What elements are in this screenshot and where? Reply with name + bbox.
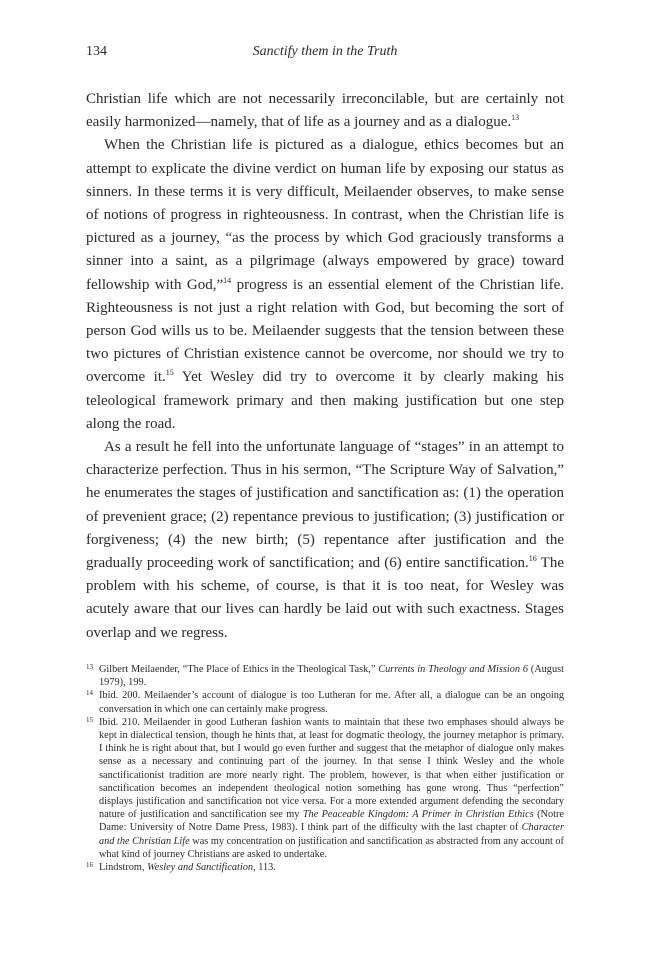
footnote-number: 14 (86, 689, 93, 698)
running-header (86, 44, 564, 66)
footnote-text: Ibid. 200. Meilaender’s account of dialogue is too Lutheran for me. After all, a dialogue can be an ongoing conversation in which one can certainly make progress. (99, 690, 564, 715)
page-number: 134 (86, 44, 107, 59)
paragraph-continued (86, 88, 564, 134)
footnote-16 (86, 861, 564, 874)
paragraph-text: When the Christian life is pictured as a dialogue, ethics becomes but an attempt to explicate the divine verdict on human life by exposing our status as sinners. In these terms it is very difficult, Meilaender observes, to make sense of notions of progress in righteousness. In contrast, when the Christian life is pictured as a journey, “as the process by which God graciously transforms a sinner into a saint, as a pilgrimage (always empowered by grace) toward fellowship with God,” (86, 137, 564, 293)
paragraph-text: Christian life which are not necessarily irreconcilable, but are certainly not easily harmonized—namely, that of life as a journey and as a dialogue. (86, 91, 564, 131)
footnote-ref-16[interactable]: 16 (528, 554, 537, 564)
paragraph-text: progress is an essential element of the Christian life. Righteousness is not just a right relation with God, but becoming the sort of person God wills us to be. Meilaender suggests that the tension between these two pictures of Christian existence cannot be overcome, nor should we try to overcome it. (86, 276, 565, 386)
footnote-13 (86, 663, 564, 689)
paragraph-text: Yet Wesley did try to overcome it by clearly making his teleological framework primary and then making justification but one step along the road. (86, 369, 564, 432)
footnote-text: (August 1979), 199. (99, 664, 564, 689)
footnote-text: was my concentration on justification and sanctification as abstracted from any account of what kind of journey Christians are asked to undertake. (99, 835, 564, 860)
footnotes (86, 663, 564, 874)
footnote-text: Gilbert Meilaender, “The Place of Ethics in the Theological Task,” (99, 664, 379, 675)
footnote-ref-14[interactable]: 14 (223, 275, 232, 285)
running-title: Sanctify them in the Truth (252, 44, 398, 59)
footnote-number: 13 (86, 663, 93, 671)
footnote-15 (86, 716, 564, 861)
paragraph-text: The problem with his scheme, of course, is that it is too neat, for Wesley was acutely aware that our lives can hardly be laid out with such exactness. Stages overlap and we regress. (86, 555, 564, 641)
footnote-ref-13[interactable]: 13 (511, 113, 520, 123)
footnote-14 (86, 689, 564, 715)
footnote-title: Wesley and Sanctification, (147, 862, 256, 874)
paragraph-journey-dialogue (86, 134, 564, 436)
footnote-text: Lindstrom, (99, 862, 148, 874)
footnote-number: 16 (86, 861, 93, 870)
paragraph-stages (86, 436, 564, 645)
footnote-title: Character and the Christian Life (99, 822, 564, 847)
paragraph-text: As a result he fell into the unfortunate language of “stages” in an attempt to characterize perfection. Thus in his sermon, “The Scripture Way of Salvation,” he enumerates the stages of justification and sanctification as: (1) the operation of prevenient grace; (2) repentance previous to justification; (3) justification or forgiveness; (4) the new birth; (5) repentance after justification and the gradually proceeding work of sanctification; and (6) entire sanctification. (86, 439, 564, 572)
body-text (86, 88, 564, 645)
footnote-title: The Peaceable Kingdom: A Primer in Christian Ethics (302, 809, 534, 821)
footnote-ref-15[interactable]: 15 (165, 368, 174, 378)
footnote-text: Ibid. 210. Meilaender in good Lutheran fashion wants to maintain that these two emphases should always be kept in dialectical tension, though he hints that, at least for dogmatic theology, the journey metaphor is primary. I think he is right about that, but I would go even further and suggest that the metaphor of dialogue only makes sense as a necessary and continuing part of the journey. In that sense I think Wesley and the whole sanctificationist tradition are more nearly right. The problem, however, is that when either justification or sanctification becomes an independent theological notion something has gone wrong. Thus “perfection” displays justification and sanctification not vice versa. For a more extended argument defending the secondary nature of justification and sanctification see my (99, 716, 564, 821)
footnote-text: 113. (255, 862, 276, 874)
footnote-text: (Notre Dame: University of Notre Dame Press, 1983). I think part of the difficulty with the last chapter of (99, 809, 565, 834)
footnote-title: Currents in Theology and Mission 6 (378, 664, 528, 675)
footnote-number: 15 (86, 715, 93, 724)
